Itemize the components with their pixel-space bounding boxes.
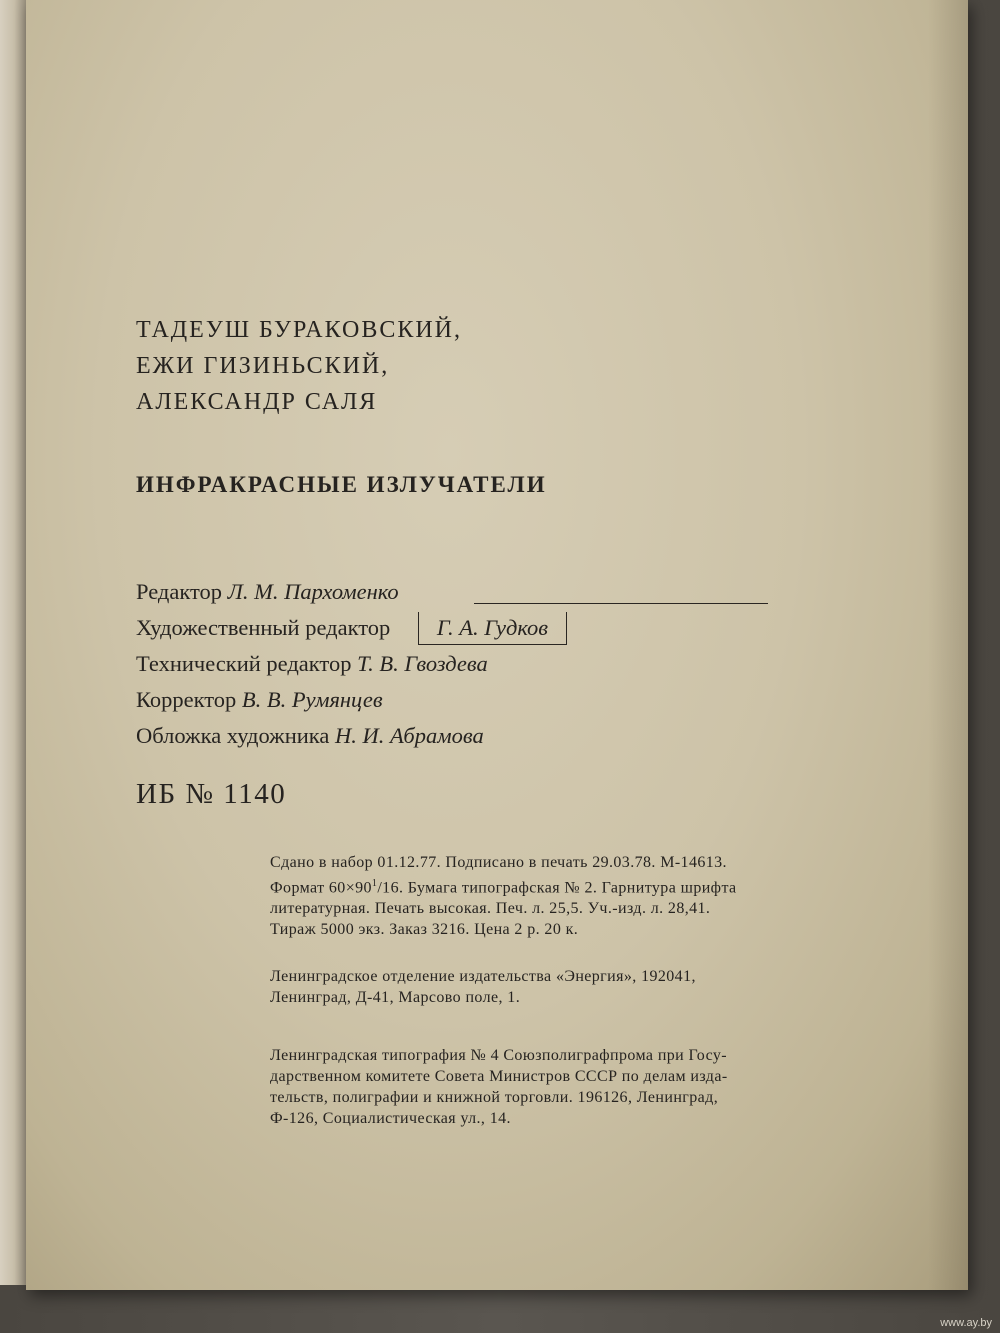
author-name: ТАДЕУШ БУРАКОВСКИЙ,	[136, 317, 462, 343]
credit-art-editor	[136, 610, 567, 646]
credit-label: Обложка художника	[136, 723, 330, 748]
imprint-line: тельств, полиграфии и книжной торговли. 196126, Ленинград,	[270, 1089, 719, 1106]
credit-label: Технический редактор	[136, 651, 352, 676]
credits-block	[136, 574, 567, 754]
credit-proofreader	[136, 682, 567, 718]
authors-block	[136, 312, 462, 420]
imprint-line: Ленинград, Д-41, Марсово поле, 1.	[270, 989, 521, 1006]
imprint-line: Ф-126, Социалистическая ул., 14.	[270, 1110, 511, 1127]
boxed-credit-name: Г. А. Гудков	[418, 612, 567, 645]
imprint-line: литературная. Печать высокая. Печ. л. 25,5. Уч.-изд. л. 28,41.	[270, 900, 711, 918]
divider	[474, 603, 768, 604]
previous-page-edge	[0, 0, 27, 1285]
watermark: www.ay.by	[940, 1317, 992, 1329]
publisher-address	[270, 966, 950, 1008]
author-name: АЛЕКСАНДР САЛЯ	[136, 389, 378, 415]
credit-editor	[136, 574, 567, 610]
printer-address	[270, 1045, 950, 1129]
author-name: ЕЖИ ГИЗИНЬСКИЙ,	[136, 353, 390, 379]
ib-number: ИБ № 1140	[136, 778, 287, 810]
imprint-line: Ленинградская типография № 4 Союзполиграфпрома при Госу-	[270, 1047, 728, 1064]
credit-label: Редактор	[136, 579, 223, 604]
credit-cover-artist	[136, 718, 567, 754]
credit-label: Художественный редактор	[136, 615, 391, 640]
publication-details	[270, 852, 950, 940]
imprint-line: Формат $60\times 90^1/16$. Бумага типографская № 2. Гарнитура шрифта	[270, 878, 737, 897]
credit-name: Т. В. Гвоздева	[357, 651, 488, 676]
credit-label: Корректор	[136, 687, 237, 712]
imprint-line: дарственном комитете Совета Министров СССР по делам изда-	[270, 1068, 728, 1085]
credit-name: Л. М. Пархоменко	[227, 579, 399, 604]
credit-name: В. В. Румянцев	[241, 687, 383, 712]
imprint-line: Сдано в набор 01.12.77. Подписано в печать 29.03.78. М-14613.	[270, 854, 727, 871]
credit-name: Н. И. Абрамова	[335, 723, 484, 748]
credit-tech-editor	[136, 646, 567, 682]
book-page	[26, 0, 968, 1290]
imprint-line: Тираж 5000 экз. Заказ 3216. Цена 2 р. 20 к.	[270, 921, 579, 939]
imprint-line: Ленинградское отделение издательства «Энергия», 192041,	[270, 968, 696, 985]
book-title: ИНФРАКРАСНЫЕ ИЗЛУЧАТЕЛИ	[136, 472, 547, 497]
